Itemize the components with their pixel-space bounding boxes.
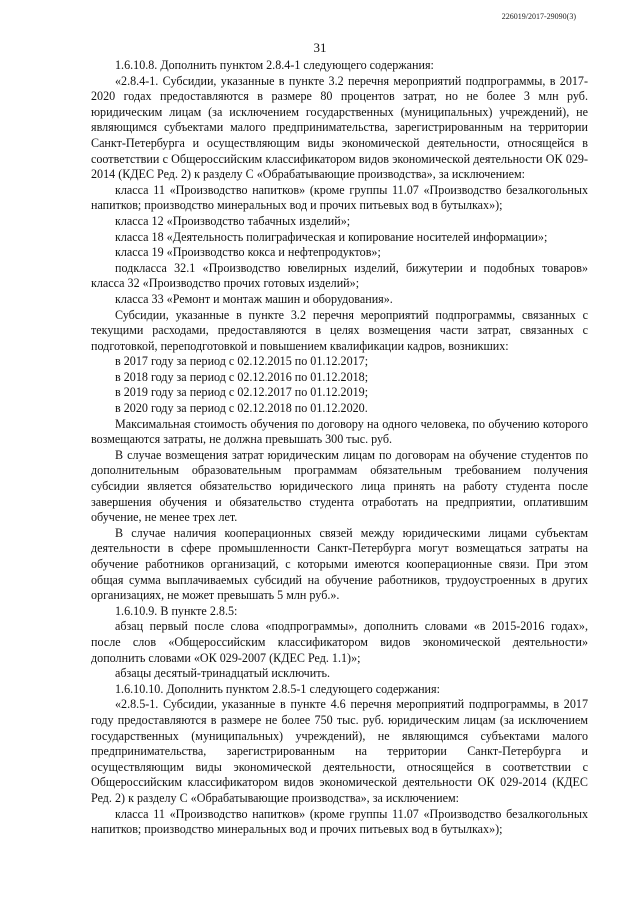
paragraph: «2.8.4-1. Субсидии, указанные в пункте 3.2 перечня мероприятий подпрограммы, в 2017-2020 годах предоставляются в размере 80 процентов затрат, но не более 3 млн руб. юридическим лицам (за исключением государственных (муниципальных) учреждений), не являющимся субъектами малого предпринимательства, зарегистрированным на территории Санкт-Петербурга и осуществляющим виды экономической деятельности, относящейся в соответствии с Общероссийским классификатором видов экономической деятельности ОК 029-2014 (КДЕС Ред. 2) к разделу С «Обрабатывающие производства», за исключением: <box>91 73 588 182</box>
paragraph: 1.6.10.8. Дополнить пунктом 2.8.4-1 следующего содержания: <box>115 58 434 72</box>
document-body <box>91 58 588 838</box>
paragraph: в 2019 году за период с 02.12.2017 по 01.12.2019; <box>115 385 369 400</box>
paragraph: В случае возмещения затрат юридическим лицам по договорам на обучение студентов по дополнительным образовательным программам обязательным требованием получения субсидии является обязательство юридического лица принять на работу студента после завершения обучения и обязательство студента отработать на предприятии, оплатившим обучение, не менее трех лет. <box>91 447 588 525</box>
paragraph: Максимальная стоимость обучения по договору на одного человека, по обучению которого возмещаются затраты, не должна превышать 300 тыс. руб. <box>91 416 588 447</box>
paragraph: «2.8.5-1. Субсидии, указанные в пункте 4.6 перечня мероприятий подпрограммы, в 2017 году предоставляются в размере не более 750 тыс. руб. юридическим лицам (за исключением государственных (муниципальных) учреждений), не являющимся субъектами малого предпринимательства, зарегистрированным на территории Санкт-Петербурга и осуществляющим виды экономической деятельности, относящейся в соответствии с Общероссийским классификатором видов экономической деятельности ОК 029-2014 (КДЕС Ред. 2) к разделу С «Обрабатывающие производства», за исключением: <box>91 697 588 805</box>
paragraph: класса 33 «Ремонт и монтаж машин и оборудования». <box>115 291 393 306</box>
paragraph: 1.6.10.10. Дополнить пунктом 2.8.5-1 следующего содержания: <box>115 681 440 696</box>
paragraph: 1.6.10.9. В пункте 2.8.5: <box>115 603 238 618</box>
paragraph: Субсидии, указанные в пункте 3.2 перечня мероприятий подпрограммы, связанных с текущими расходами, предоставляются в целях возмещения части затрат, связанных с подготовкой, переподготовкой и повышением квалификации кадров, возникших: <box>91 307 588 353</box>
paragraph: В случае наличия кооперационных связей между юридическими лицами субъектам деятельности в сфере промышленности Санкт-Петербурга могут возмещаться затраты на обучение работников организаций, с которыми имеются кооперационные связи. При этом общая сумма выплачиваемых субсидий на обучение работников, трудоустроенных в других организациях, не может превышать 5 млн руб.». <box>91 525 588 603</box>
paragraph: класса 11 «Производство напитков» (кроме группы 11.07 «Производство безалкогольных напитков; производство минеральных вод и прочих питьевых вод в бутылках»); <box>91 182 588 213</box>
paragraph: абзац первый после слова «подпрограммы», дополнить словами «в 2015-2016 годах», после слов «Общероссийским классификатором видов экономической деятельности» дополнить словами «ОК 029-2007 (КДЕС Ред. 1.1)»; <box>91 619 588 665</box>
paragraph: в 2017 году за период с 02.12.2015 по 01.12.2017; <box>115 354 369 369</box>
paragraph: класса 18 «Деятельность полиграфическая и копирование носителей информации»; <box>115 229 548 244</box>
paragraph: подкласса 32.1 «Производство ювелирных изделий, бижутерии и подобных товаров» класса 32 «Производство прочих готовых изделий»; <box>91 260 588 291</box>
page-number: 31 <box>313 40 327 55</box>
paragraph: класса 11 «Производство напитков» (кроме группы 11.07 «Производство безалкогольных напитков; производство минеральных вод и прочих питьевых вод в бутылках»); <box>91 806 588 837</box>
document-number: 226019/2017-29090(3) <box>501 12 576 21</box>
paragraph: класса 19 «Производство кокса и нефтепродуктов»; <box>115 245 381 260</box>
paragraph: класса 12 «Производство табачных изделий»; <box>115 213 351 228</box>
paragraph: абзацы десятый-тринадцатый исключить. <box>115 666 331 681</box>
paragraph: в 2018 году за период с 02.12.2016 по 01.12.2018; <box>115 369 369 384</box>
paragraph: в 2020 году за период с 02.12.2018 по 01.12.2020. <box>115 401 368 416</box>
